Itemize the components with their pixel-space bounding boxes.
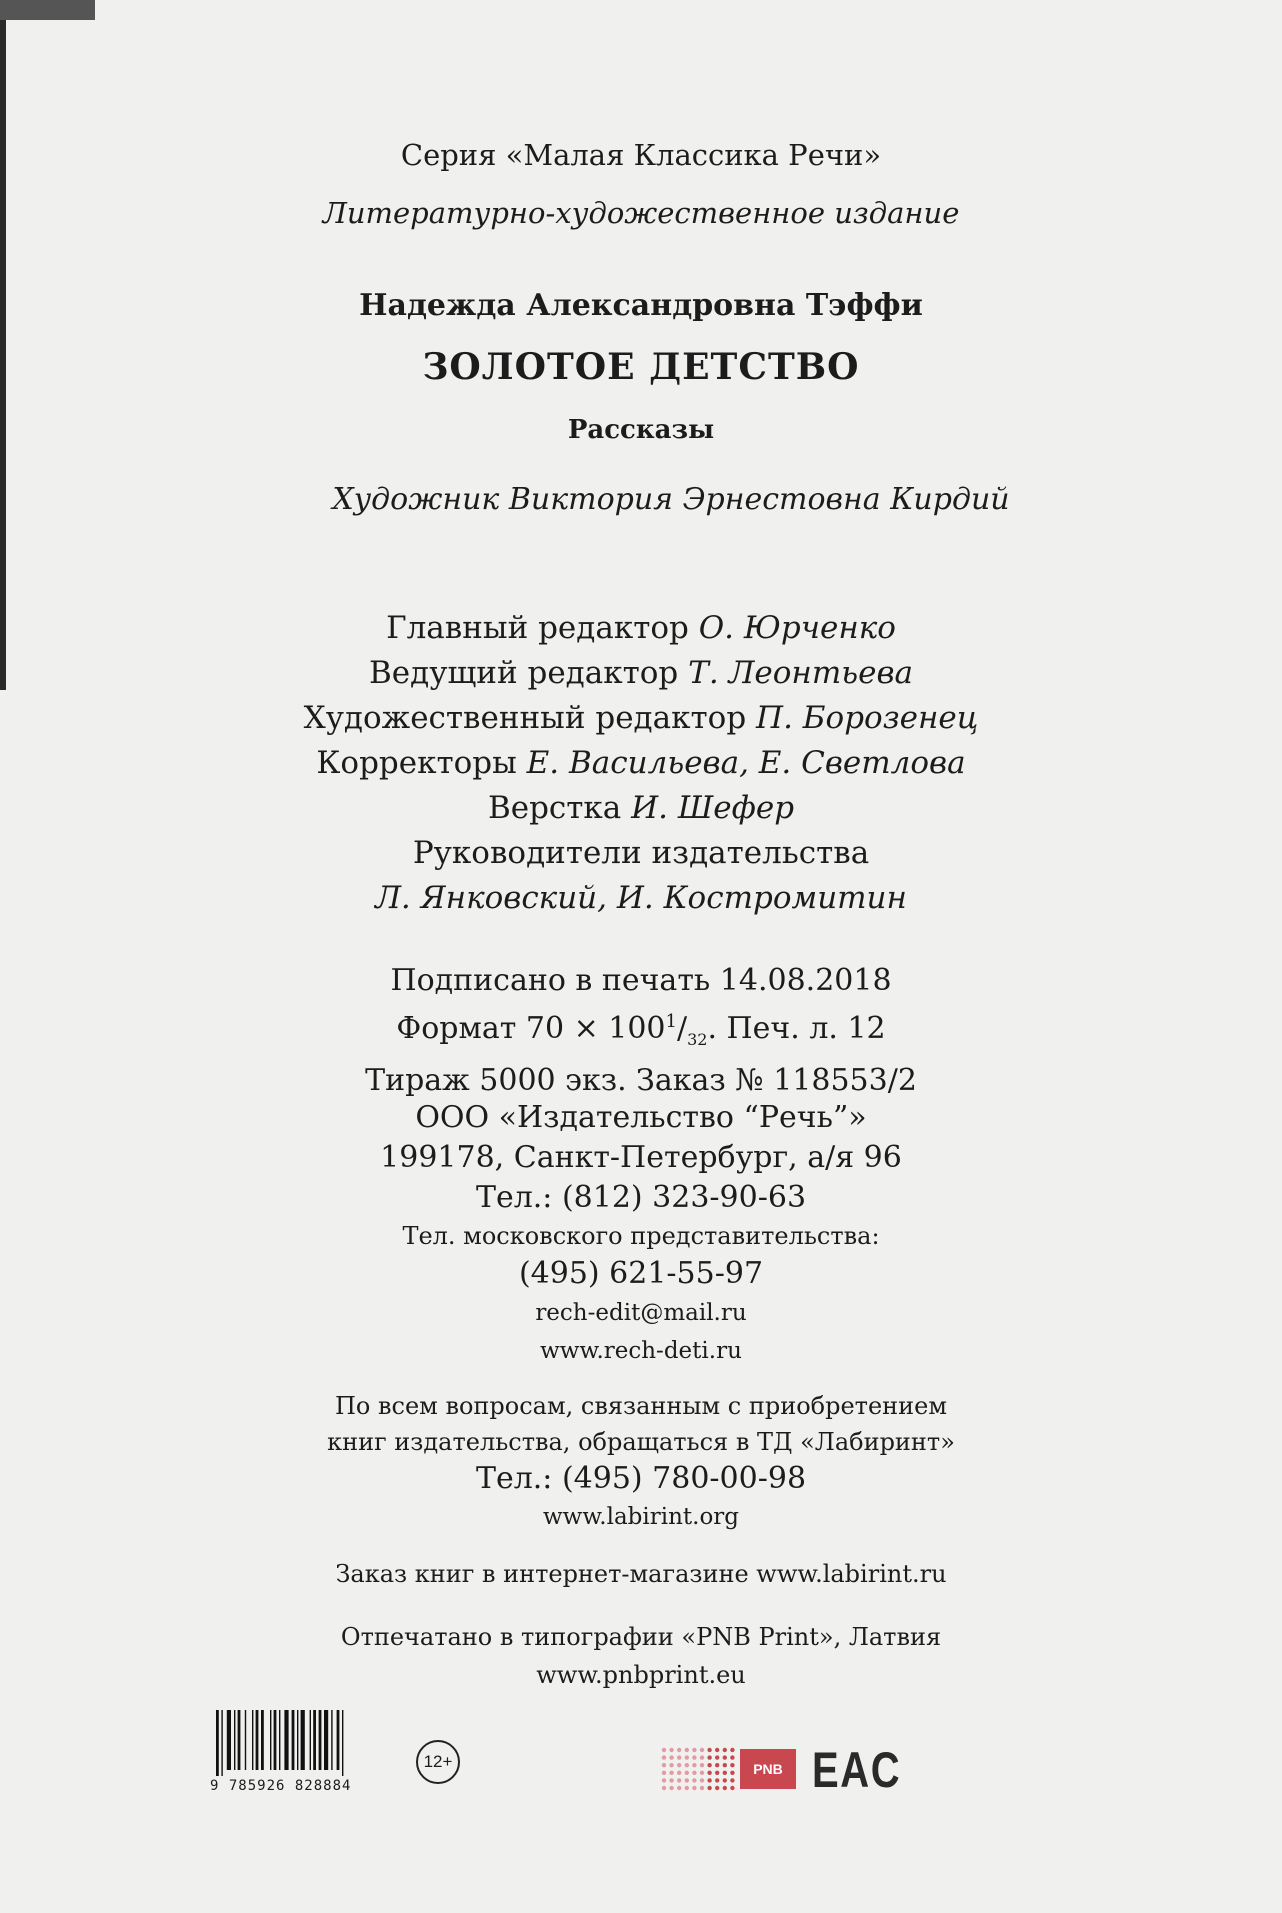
pnb-dots-icon [660, 1744, 738, 1794]
pnb-dot [685, 1755, 689, 1759]
format-line: Формат $70 \times 100^1/_{32}$. Печ. л. 12 [396, 1011, 886, 1049]
publisher-email: rech-edit@mail.ru [535, 1300, 747, 1326]
credit-name: П. Борозенец [756, 700, 979, 736]
book-title: ЗОЛОТОЕ ДЕТСТВО [422, 346, 860, 388]
pnb-dot [677, 1755, 681, 1759]
signed-date: Подписано в печать 14.08.2018 [390, 963, 892, 998]
barcode-bar [216, 1710, 219, 1776]
barcode-bar [270, 1710, 271, 1770]
credit-role: Руководители издательства [412, 835, 870, 871]
pnb-dot [669, 1778, 673, 1782]
barcode-bar [234, 1710, 235, 1770]
pnb-dot [685, 1786, 689, 1790]
pnb-dot [700, 1778, 704, 1782]
credit-proofreaders [0, 741, 1282, 786]
series-line: Серия «Малая Классика Речи» [400, 138, 882, 172]
credit-role: Ведущий редактор [369, 655, 689, 691]
barcode-bar [238, 1710, 241, 1770]
pnb-dot [692, 1786, 696, 1790]
pnb-dot [669, 1755, 673, 1759]
credit-name: Л. Янковский, И. Костромитин [375, 880, 907, 916]
printer-website: www.pnbprint.eu [536, 1661, 746, 1689]
pnb-dot [692, 1755, 696, 1759]
pnb-dot [715, 1778, 719, 1782]
age-rating-badge: 12+ [416, 1740, 460, 1784]
credit-managers-names [0, 876, 1282, 921]
pnb-dot [669, 1771, 673, 1775]
barcode-bar [227, 1710, 231, 1770]
barcode-bar [319, 1710, 322, 1770]
pnb-dot [669, 1748, 673, 1752]
pnb-dot [685, 1763, 689, 1767]
isbn-barcode [210, 1710, 400, 1800]
pnb-dot [730, 1763, 734, 1767]
barcode-bar [274, 1710, 277, 1770]
pnb-dot [700, 1786, 704, 1790]
pnb-dot [730, 1771, 734, 1775]
credit-name: Е. Васильева, Е. Светлова [526, 745, 966, 781]
credit-name: О. Юрченко [698, 610, 896, 646]
format-suffix: . Печ. л. 12 [707, 1011, 886, 1046]
pnb-dot [685, 1748, 689, 1752]
purchase-info [0, 1388, 1282, 1536]
pnb-dot [677, 1771, 681, 1775]
pnb-dot [723, 1755, 727, 1759]
pnb-dot [685, 1771, 689, 1775]
barcode-bar [342, 1710, 343, 1776]
pnb-dot [723, 1748, 727, 1752]
purchase-phone: Тел.: (495) 780-00-98 [475, 1461, 807, 1496]
pnb-dot [723, 1771, 727, 1775]
pnb-dot [730, 1778, 734, 1782]
print-details [0, 960, 1282, 1101]
pnb-dot [662, 1748, 666, 1752]
pnb-dot [723, 1778, 727, 1782]
editorial-credits [0, 606, 1282, 921]
pnb-dot [692, 1748, 696, 1752]
barcode-bar [324, 1710, 328, 1770]
pnb-dot [700, 1771, 704, 1775]
barcode-bars-icon [214, 1710, 394, 1776]
pnb-dot [723, 1786, 727, 1790]
credit-name: Т. Леонтьева [688, 655, 913, 691]
pnb-dot [707, 1771, 711, 1775]
barcode-bar [221, 1710, 222, 1776]
pnb-dot [677, 1748, 681, 1752]
pnb-dot [662, 1778, 666, 1782]
barcode-digits: 9 785926 828884 [210, 1778, 352, 1794]
barcode-bar [297, 1710, 298, 1770]
pnb-dot [707, 1763, 711, 1767]
format-denominator: 32 [687, 1030, 708, 1049]
pnb-dot [692, 1771, 696, 1775]
barcode-bar [337, 1710, 340, 1770]
publisher-address: 199178, Санкт-Петербург, а/я 96 [380, 1140, 902, 1175]
pnb-dot [707, 1748, 711, 1752]
printer-info [0, 1618, 1282, 1694]
pnb-print-logo [660, 1744, 800, 1794]
pnb-dot [715, 1771, 719, 1775]
pnb-dot [715, 1786, 719, 1790]
pnb-dot [669, 1763, 673, 1767]
artist-credit: Художник Виктория Эрнестовна Кирдий [332, 482, 1010, 517]
barcode-bar [331, 1710, 332, 1770]
credit-art-editor [0, 696, 1282, 741]
credit-layout [0, 786, 1282, 831]
pnb-dot [677, 1778, 681, 1782]
barcode-bar [279, 1710, 280, 1770]
barcode-bar [245, 1710, 246, 1770]
pnb-dot [685, 1778, 689, 1782]
barcode-bar [313, 1710, 316, 1770]
pnb-dot [730, 1755, 734, 1759]
pnb-dot [700, 1763, 704, 1767]
barcode-bar [252, 1710, 253, 1770]
author-name: Надежда Александровна Тэффи [359, 288, 923, 323]
barcode-bar [310, 1710, 311, 1770]
printer-line: Отпечатано в типографии «PNB Print», Латвия [340, 1623, 942, 1651]
barcode-bar [261, 1710, 264, 1770]
barcode-bar [256, 1710, 259, 1770]
pnb-dot [707, 1755, 711, 1759]
credit-managers-label [0, 831, 1282, 876]
barcode-bar [301, 1710, 305, 1770]
pnb-dot [715, 1748, 719, 1752]
credit-role: Главный редактор [386, 610, 699, 646]
credit-chief-editor [0, 606, 1282, 651]
pnb-dot [700, 1755, 704, 1759]
purchase-line-2: книг издательства, обращаться в ТД «Лабиринт» [327, 1428, 955, 1456]
barcode-bar [292, 1710, 295, 1770]
publisher-website: www.rech-deti.ru [540, 1338, 742, 1364]
pnb-dot [677, 1763, 681, 1767]
publisher-phone: Тел.: (812) 323-90-63 [475, 1180, 807, 1215]
publisher-name: ООО «Издательство “Речь”» [415, 1100, 867, 1135]
pnb-dot [662, 1755, 666, 1759]
pnb-dot [715, 1763, 719, 1767]
pnb-dot [723, 1763, 727, 1767]
pnb-label: PNB [740, 1749, 796, 1789]
pnb-dot [730, 1786, 734, 1790]
pnb-dot [707, 1778, 711, 1782]
credit-role: Художественный редактор [303, 700, 757, 736]
credit-role: Корректоры [316, 745, 527, 781]
circulation-line: Тираж 5000 экз. Заказ № 118553/2 [365, 1063, 917, 1098]
online-order-line: Заказ книг в интернет-магазине www.labirint.ru [335, 1560, 947, 1588]
pnb-dot [662, 1786, 666, 1790]
purchase-website: www.labirint.org [542, 1504, 740, 1530]
pnb-dot [669, 1786, 673, 1790]
credit-role: Верстка [487, 790, 632, 826]
book-subtitle: Рассказы [567, 415, 715, 445]
moscow-office-phone: (495) 621-55-97 [518, 1256, 764, 1291]
barcode-bar [284, 1710, 288, 1770]
pnb-dot [715, 1755, 719, 1759]
pnb-dot [692, 1778, 696, 1782]
pnb-dot [730, 1748, 734, 1752]
pnb-dot [662, 1763, 666, 1767]
purchase-line-1: По всем вопросам, связанным с приобретением [334, 1392, 948, 1420]
edition-type: Литературно-художественное издание [322, 196, 960, 230]
moscow-office-label: Тел. московского представительства: [402, 1222, 880, 1250]
pnb-dot [700, 1748, 704, 1752]
credit-name: И. Шефер [631, 790, 795, 826]
format-numerator: 1 [665, 1011, 677, 1032]
eac-mark-icon: EAC [812, 1742, 902, 1798]
pnb-dot [707, 1786, 711, 1790]
format-prefix: Формат 70 × 100 [396, 1011, 666, 1046]
credit-lead-editor [0, 651, 1282, 696]
pnb-dot [662, 1771, 666, 1775]
pnb-dot [692, 1763, 696, 1767]
publisher-contacts [0, 1098, 1282, 1370]
pnb-dot [677, 1786, 681, 1790]
